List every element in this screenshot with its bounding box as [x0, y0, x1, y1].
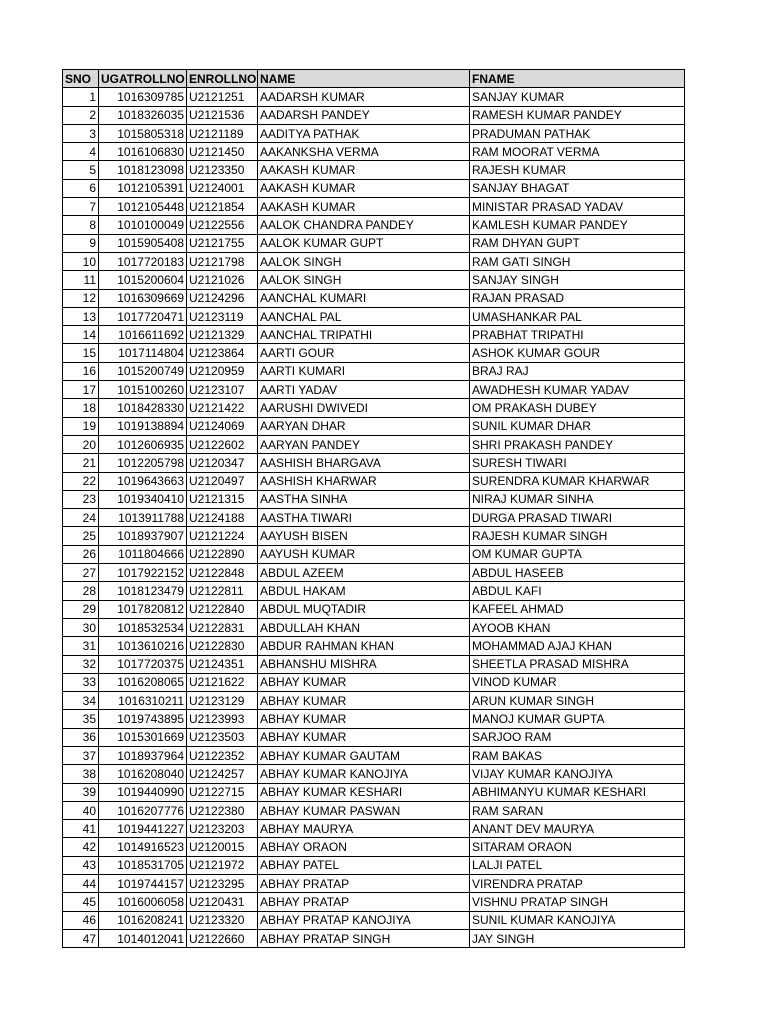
cell-enrollno: U2121251	[187, 88, 258, 106]
cell-ugatrollno: 1017720375	[99, 655, 187, 673]
cell-fname: SHEETLA PRASAD MISHRA	[470, 655, 685, 673]
cell-name: AARYAN DHAR	[258, 417, 470, 435]
cell-ugatrollno: 1017720471	[99, 307, 187, 325]
cell-name: ABHAY KUMAR	[258, 692, 470, 710]
cell-fname: SHRI PRAKASH PANDEY	[470, 435, 685, 453]
table-row	[63, 820, 685, 838]
cell-name: ABHAY PRATAP KANOJIYA	[258, 911, 470, 929]
cell-fname: VIRENDRA PRATAP	[470, 875, 685, 893]
cell-sno: 39	[63, 783, 99, 801]
cell-name: AARTI GOUR	[258, 344, 470, 362]
cell-ugatrollno: 1014916523	[99, 838, 187, 856]
cell-sno: 43	[63, 856, 99, 874]
cell-ugatrollno: 1010100049	[99, 216, 187, 234]
table-row	[63, 161, 685, 179]
table-row	[63, 710, 685, 728]
table-row	[63, 143, 685, 161]
cell-ugatrollno: 1019440990	[99, 783, 187, 801]
cell-fname: PRADUMAN PATHAK	[470, 124, 685, 142]
cell-enrollno: U2121622	[187, 673, 258, 691]
cell-ugatrollno: 1016207776	[99, 801, 187, 819]
table-row	[63, 746, 685, 764]
cell-sno: 29	[63, 600, 99, 618]
cell-name: AARUSHI DWIVEDI	[258, 399, 470, 417]
cell-enrollno: U2120431	[187, 893, 258, 911]
cell-sno: 35	[63, 710, 99, 728]
header-ugatrollno: UGATROLLNO	[99, 70, 187, 88]
table-row	[63, 124, 685, 142]
cell-fname: SANJAY BHAGAT	[470, 179, 685, 197]
cell-enrollno: U2121315	[187, 490, 258, 508]
table-row	[63, 911, 685, 929]
cell-fname: RAJAN PRASAD	[470, 289, 685, 307]
table-row	[63, 545, 685, 563]
cell-ugatrollno: 1012606935	[99, 435, 187, 453]
cell-enrollno: U2123320	[187, 911, 258, 929]
cell-sno: 17	[63, 381, 99, 399]
cell-ugatrollno: 1017114804	[99, 344, 187, 362]
cell-enrollno: U2122811	[187, 582, 258, 600]
cell-sno: 26	[63, 545, 99, 563]
cell-enrollno: U2124001	[187, 179, 258, 197]
table-row	[63, 582, 685, 600]
table-row	[63, 307, 685, 325]
cell-ugatrollno: 1019340410	[99, 490, 187, 508]
table-row	[63, 673, 685, 691]
cell-name: ABHAY PATEL	[258, 856, 470, 874]
cell-enrollno: U2123295	[187, 875, 258, 893]
cell-sno: 34	[63, 692, 99, 710]
cell-ugatrollno: 1013610216	[99, 637, 187, 655]
cell-enrollno: U2122556	[187, 216, 258, 234]
cell-name: AALOK KUMAR GUPT	[258, 234, 470, 252]
cell-enrollno: U2123864	[187, 344, 258, 362]
cell-ugatrollno: 1016208241	[99, 911, 187, 929]
cell-sno: 27	[63, 564, 99, 582]
table-row	[63, 655, 685, 673]
cell-name: ABHAY MAURYA	[258, 820, 470, 838]
cell-ugatrollno: 1015905408	[99, 234, 187, 252]
cell-enrollno: U2120347	[187, 454, 258, 472]
cell-name: AADARSH KUMAR	[258, 88, 470, 106]
cell-name: ABHAY KUMAR KANOJIYA	[258, 765, 470, 783]
cell-name: ABDULLAH KHAN	[258, 618, 470, 636]
cell-ugatrollno: 1016611692	[99, 326, 187, 344]
table-row	[63, 783, 685, 801]
table-row	[63, 179, 685, 197]
cell-ugatrollno: 1012205798	[99, 454, 187, 472]
table-header	[63, 70, 685, 88]
cell-name: AAKASH KUMAR	[258, 179, 470, 197]
cell-ugatrollno: 1015200604	[99, 271, 187, 289]
cell-ugatrollno: 1018326035	[99, 106, 187, 124]
cell-ugatrollno: 1019441227	[99, 820, 187, 838]
table-row	[63, 271, 685, 289]
cell-sno: 37	[63, 746, 99, 764]
table-row	[63, 326, 685, 344]
cell-sno: 38	[63, 765, 99, 783]
cell-ugatrollno: 1015100260	[99, 381, 187, 399]
cell-enrollno: U2124188	[187, 509, 258, 527]
cell-name: ABHAY PRATAP SINGH	[258, 929, 470, 947]
cell-name: ABHAY KUMAR GAUTAM	[258, 746, 470, 764]
cell-fname: VINOD KUMAR	[470, 673, 685, 691]
cell-enrollno: U2121755	[187, 234, 258, 252]
cell-enrollno: U2123107	[187, 381, 258, 399]
table-row	[63, 765, 685, 783]
cell-fname: RAM DHYAN GUPT	[470, 234, 685, 252]
cell-sno: 4	[63, 143, 99, 161]
cell-name: AANCHAL PAL	[258, 307, 470, 325]
cell-ugatrollno: 1018428330	[99, 399, 187, 417]
cell-sno: 23	[63, 490, 99, 508]
cell-name: ABDUL AZEEM	[258, 564, 470, 582]
header-fname: FNAME	[470, 70, 685, 88]
table-row	[63, 88, 685, 106]
cell-fname: ARUN KUMAR SINGH	[470, 692, 685, 710]
table-row	[63, 490, 685, 508]
cell-enrollno: U2121189	[187, 124, 258, 142]
cell-fname: RAMESH KUMAR PANDEY	[470, 106, 685, 124]
cell-sno: 36	[63, 728, 99, 746]
cell-sno: 6	[63, 179, 99, 197]
cell-name: AAYUSH KUMAR	[258, 545, 470, 563]
table-row	[63, 509, 685, 527]
cell-ugatrollno: 1016106830	[99, 143, 187, 161]
cell-name: AANCHAL KUMARI	[258, 289, 470, 307]
cell-sno: 13	[63, 307, 99, 325]
cell-enrollno: U2120015	[187, 838, 258, 856]
cell-name: AARYAN PANDEY	[258, 435, 470, 453]
cell-ugatrollno: 1017720183	[99, 252, 187, 270]
cell-fname: VISHNU PRATAP SINGH	[470, 893, 685, 911]
table-row	[63, 875, 685, 893]
header-row	[63, 70, 685, 88]
cell-ugatrollno: 1019138894	[99, 417, 187, 435]
cell-sno: 18	[63, 399, 99, 417]
cell-fname: AWADHESH KUMAR YADAV	[470, 381, 685, 399]
table-row	[63, 216, 685, 234]
header-sno: SNO	[63, 70, 99, 88]
cell-sno: 2	[63, 106, 99, 124]
cell-enrollno: U2124257	[187, 765, 258, 783]
cell-enrollno: U2122830	[187, 637, 258, 655]
cell-enrollno: U2123350	[187, 161, 258, 179]
cell-enrollno: U2121798	[187, 252, 258, 270]
cell-fname: RAM BAKAS	[470, 746, 685, 764]
table-row	[63, 929, 685, 947]
cell-name: ABDUL MUQTADIR	[258, 600, 470, 618]
cell-sno: 32	[63, 655, 99, 673]
cell-enrollno: U2122840	[187, 600, 258, 618]
table-row	[63, 618, 685, 636]
table-row	[63, 454, 685, 472]
cell-fname: SANJAY KUMAR	[470, 88, 685, 106]
cell-sno: 47	[63, 929, 99, 947]
cell-fname: SITARAM ORAON	[470, 838, 685, 856]
cell-ugatrollno: 1016309669	[99, 289, 187, 307]
cell-fname: RAM GATI SINGH	[470, 252, 685, 270]
cell-sno: 19	[63, 417, 99, 435]
cell-fname: RAM SARAN	[470, 801, 685, 819]
table-body	[63, 88, 685, 948]
cell-name: AASTHA SINHA	[258, 490, 470, 508]
cell-enrollno: U2123119	[187, 307, 258, 325]
cell-ugatrollno: 1018531705	[99, 856, 187, 874]
cell-name: AALOK SINGH	[258, 271, 470, 289]
cell-name: AARTI YADAV	[258, 381, 470, 399]
cell-fname: ABDUL KAFI	[470, 582, 685, 600]
table-row	[63, 637, 685, 655]
cell-enrollno: U2121422	[187, 399, 258, 417]
cell-enrollno: U2124296	[187, 289, 258, 307]
cell-ugatrollno: 1012105448	[99, 198, 187, 216]
cell-sno: 11	[63, 271, 99, 289]
cell-ugatrollno: 1011804666	[99, 545, 187, 563]
cell-ugatrollno: 1018937964	[99, 746, 187, 764]
cell-ugatrollno: 1018937907	[99, 527, 187, 545]
cell-sno: 1	[63, 88, 99, 106]
table-row	[63, 838, 685, 856]
table-row	[63, 399, 685, 417]
table-row	[63, 381, 685, 399]
cell-fname: VIJAY KUMAR KANOJIYA	[470, 765, 685, 783]
cell-ugatrollno: 1018123098	[99, 161, 187, 179]
cell-enrollno: U2122660	[187, 929, 258, 947]
cell-ugatrollno: 1016309785	[99, 88, 187, 106]
cell-name: ABHAY PRATAP	[258, 875, 470, 893]
table-row	[63, 198, 685, 216]
cell-enrollno: U2122715	[187, 783, 258, 801]
cell-fname: BRAJ RAJ	[470, 362, 685, 380]
cell-sno: 44	[63, 875, 99, 893]
cell-fname: SUNIL KUMAR DHAR	[470, 417, 685, 435]
cell-fname: MINISTAR PRASAD YADAV	[470, 198, 685, 216]
cell-fname: SARJOO RAM	[470, 728, 685, 746]
cell-name: ABHAY KUMAR	[258, 728, 470, 746]
cell-sno: 46	[63, 911, 99, 929]
cell-ugatrollno: 1016208065	[99, 673, 187, 691]
cell-sno: 33	[63, 673, 99, 691]
cell-ugatrollno: 1019744157	[99, 875, 187, 893]
cell-name: AASHISH BHARGAVA	[258, 454, 470, 472]
cell-ugatrollno: 1019643663	[99, 472, 187, 490]
cell-enrollno: U2121329	[187, 326, 258, 344]
cell-ugatrollno: 1013911788	[99, 509, 187, 527]
cell-sno: 40	[63, 801, 99, 819]
cell-enrollno: U2122352	[187, 746, 258, 764]
cell-name: AAKASH KUMAR	[258, 161, 470, 179]
cell-fname: ASHOK KUMAR GOUR	[470, 344, 685, 362]
cell-sno: 3	[63, 124, 99, 142]
cell-sno: 22	[63, 472, 99, 490]
cell-fname: SURESH TIWARI	[470, 454, 685, 472]
cell-fname: SURENDRA KUMAR KHARWAR	[470, 472, 685, 490]
cell-sno: 42	[63, 838, 99, 856]
cell-sno: 8	[63, 216, 99, 234]
cell-name: ABHANSHU MISHRA	[258, 655, 470, 673]
table-row	[63, 728, 685, 746]
cell-name: ABHAY KUMAR PASWAN	[258, 801, 470, 819]
cell-name: AALOK SINGH	[258, 252, 470, 270]
cell-fname: MOHAMMAD AJAJ KHAN	[470, 637, 685, 655]
cell-sno: 25	[63, 527, 99, 545]
cell-sno: 41	[63, 820, 99, 838]
cell-sno: 20	[63, 435, 99, 453]
cell-ugatrollno: 1014012041	[99, 929, 187, 947]
table-row	[63, 472, 685, 490]
cell-ugatrollno: 1016006058	[99, 893, 187, 911]
cell-name: ABDUR RAHMAN KHAN	[258, 637, 470, 655]
header-name: NAME	[258, 70, 470, 88]
cell-fname: SUNIL KUMAR KANOJIYA	[470, 911, 685, 929]
table-row	[63, 564, 685, 582]
cell-fname: RAJESH KUMAR SINGH	[470, 527, 685, 545]
cell-name: ABHAY ORAON	[258, 838, 470, 856]
cell-enrollno: U2120959	[187, 362, 258, 380]
table-row	[63, 234, 685, 252]
cell-ugatrollno: 1015301669	[99, 728, 187, 746]
cell-name: ABHAY PRATAP	[258, 893, 470, 911]
cell-sno: 21	[63, 454, 99, 472]
student-list-table	[62, 69, 685, 948]
table-row	[63, 893, 685, 911]
cell-fname: PRABHAT TRIPATHI	[470, 326, 685, 344]
table-row	[63, 692, 685, 710]
cell-sno: 14	[63, 326, 99, 344]
cell-ugatrollno: 1019743895	[99, 710, 187, 728]
cell-fname: JAY SINGH	[470, 929, 685, 947]
cell-name: ABHAY KUMAR	[258, 710, 470, 728]
cell-ugatrollno: 1017820812	[99, 600, 187, 618]
cell-enrollno: U2121536	[187, 106, 258, 124]
cell-name: AADITYA PATHAK	[258, 124, 470, 142]
cell-enrollno: U2123129	[187, 692, 258, 710]
table-row	[63, 417, 685, 435]
cell-enrollno: U2123503	[187, 728, 258, 746]
cell-enrollno: U2121026	[187, 271, 258, 289]
cell-sno: 31	[63, 637, 99, 655]
cell-fname: AYOOB KHAN	[470, 618, 685, 636]
table-row	[63, 600, 685, 618]
cell-name: AARTI KUMARI	[258, 362, 470, 380]
cell-fname: ABHIMANYU KUMAR KESHARI	[470, 783, 685, 801]
cell-sno: 9	[63, 234, 99, 252]
cell-fname: RAJESH KUMAR	[470, 161, 685, 179]
cell-name: AAKANKSHA VERMA	[258, 143, 470, 161]
cell-enrollno: U2121224	[187, 527, 258, 545]
cell-fname: DURGA PRASAD TIWARI	[470, 509, 685, 527]
table-row	[63, 252, 685, 270]
cell-fname: ANANT DEV MAURYA	[470, 820, 685, 838]
table-row	[63, 856, 685, 874]
cell-fname: OM PRAKASH DUBEY	[470, 399, 685, 417]
cell-enrollno: U2123203	[187, 820, 258, 838]
cell-name: AASTHA TIWARI	[258, 509, 470, 527]
cell-name: AALOK CHANDRA PANDEY	[258, 216, 470, 234]
cell-fname: KAFEEL AHMAD	[470, 600, 685, 618]
cell-enrollno: U2121450	[187, 143, 258, 161]
cell-enrollno: U2124351	[187, 655, 258, 673]
cell-name: AASHISH KHARWAR	[258, 472, 470, 490]
cell-ugatrollno: 1016208040	[99, 765, 187, 783]
cell-ugatrollno: 1016310211	[99, 692, 187, 710]
cell-name: ABDUL HAKAM	[258, 582, 470, 600]
cell-name: ABHAY KUMAR	[258, 673, 470, 691]
cell-enrollno: U2124069	[187, 417, 258, 435]
cell-sno: 15	[63, 344, 99, 362]
cell-name: ABHAY KUMAR KESHARI	[258, 783, 470, 801]
cell-name: AAKASH KUMAR	[258, 198, 470, 216]
cell-enrollno: U2121972	[187, 856, 258, 874]
cell-sno: 7	[63, 198, 99, 216]
cell-sno: 30	[63, 618, 99, 636]
table-row	[63, 362, 685, 380]
cell-enrollno: U2121854	[187, 198, 258, 216]
cell-fname: ABDUL HASEEB	[470, 564, 685, 582]
cell-fname: MANOJ KUMAR GUPTA	[470, 710, 685, 728]
cell-sno: 45	[63, 893, 99, 911]
table-row	[63, 435, 685, 453]
cell-fname: NIRAJ KUMAR SINHA	[470, 490, 685, 508]
table-row	[63, 801, 685, 819]
cell-enrollno: U2122890	[187, 545, 258, 563]
cell-ugatrollno: 1018532534	[99, 618, 187, 636]
cell-enrollno: U2122831	[187, 618, 258, 636]
header-enrollno: ENROLLNO	[187, 70, 258, 88]
cell-name: AAYUSH BISEN	[258, 527, 470, 545]
cell-name: AANCHAL TRIPATHI	[258, 326, 470, 344]
cell-ugatrollno: 1015200749	[99, 362, 187, 380]
cell-ugatrollno: 1017922152	[99, 564, 187, 582]
table-row	[63, 344, 685, 362]
cell-fname: OM KUMAR GUPTA	[470, 545, 685, 563]
cell-enrollno: U2122848	[187, 564, 258, 582]
cell-sno: 16	[63, 362, 99, 380]
cell-fname: RAM MOORAT VERMA	[470, 143, 685, 161]
table-row	[63, 106, 685, 124]
cell-ugatrollno: 1018123479	[99, 582, 187, 600]
cell-ugatrollno: 1015805318	[99, 124, 187, 142]
cell-sno: 10	[63, 252, 99, 270]
cell-fname: LALJI PATEL	[470, 856, 685, 874]
cell-sno: 5	[63, 161, 99, 179]
cell-enrollno: U2120497	[187, 472, 258, 490]
cell-sno: 24	[63, 509, 99, 527]
cell-enrollno: U2122380	[187, 801, 258, 819]
cell-name: AADARSH PANDEY	[258, 106, 470, 124]
cell-sno: 28	[63, 582, 99, 600]
cell-fname: SANJAY SINGH	[470, 271, 685, 289]
cell-enrollno: U2122602	[187, 435, 258, 453]
cell-ugatrollno: 1012105391	[99, 179, 187, 197]
cell-fname: UMASHANKAR PAL	[470, 307, 685, 325]
cell-enrollno: U2123993	[187, 710, 258, 728]
cell-fname: KAMLESH KUMAR PANDEY	[470, 216, 685, 234]
table-row	[63, 527, 685, 545]
cell-sno: 12	[63, 289, 99, 307]
table-row	[63, 289, 685, 307]
